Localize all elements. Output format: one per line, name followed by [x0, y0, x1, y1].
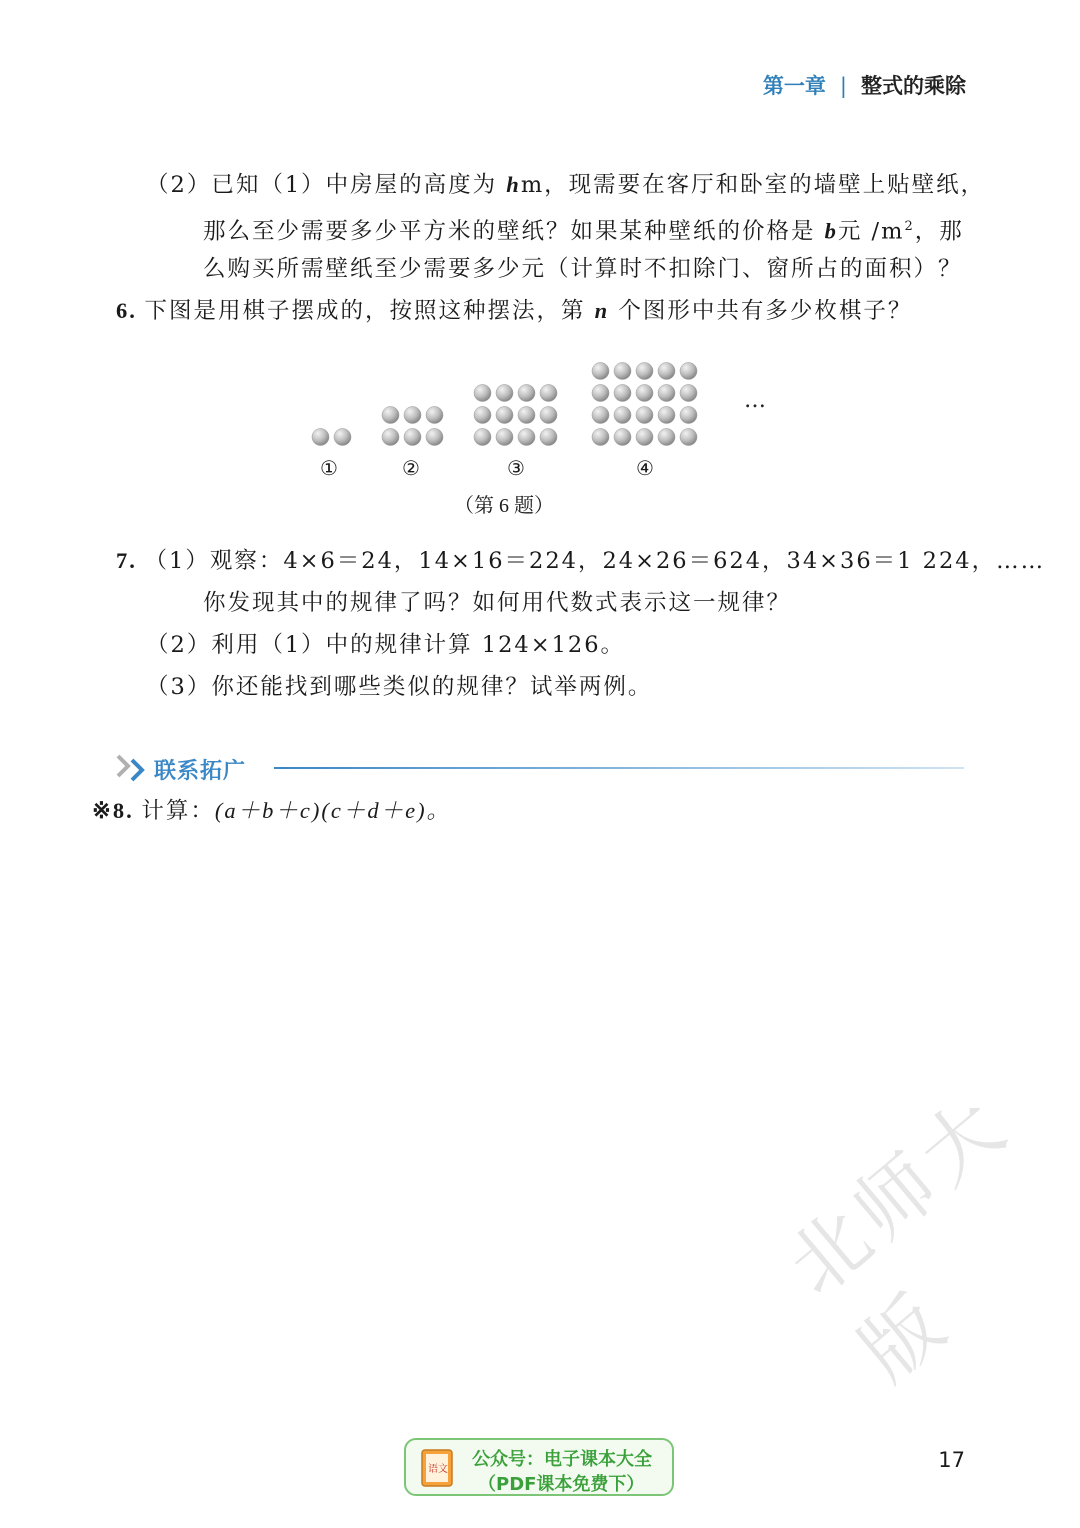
section-divider [274, 767, 964, 769]
chess-piece [658, 363, 675, 380]
running-header [763, 70, 966, 100]
chess-piece [680, 429, 697, 446]
chess-piece [680, 363, 697, 380]
figure-label-4: ④ [636, 456, 654, 480]
chess-piece [426, 429, 443, 446]
promo-badge [404, 1438, 674, 1496]
q6-line: 6. 下图是用棋子摆成的，按照这种摆法，第 n 个图形中共有多少枚棋子？ [116, 298, 913, 324]
q7-text: （1）观察：4×6＝24，14×16＝224，24×26＝624，34×36＝1 224，…… [144, 548, 1046, 574]
chess-piece [680, 407, 697, 424]
chess-piece [680, 385, 697, 402]
chess-piece [636, 429, 653, 446]
chess-piece [636, 385, 653, 402]
chess-piece [592, 363, 609, 380]
q5-2-line2 [203, 212, 964, 247]
figure-caption: （第 6 题） [454, 495, 554, 517]
chess-piece [404, 429, 421, 446]
badge-line2: （PDF课本免费下） [478, 1474, 645, 1495]
figure-label-1: ① [320, 456, 338, 480]
q8-number: ※8 [92, 798, 127, 823]
q8-expression: (a＋b＋c)(c＋d＋e)。 [214, 798, 452, 823]
q5-2-text: m，现需要在客厅和卧室的墙壁上贴壁纸， [520, 172, 986, 198]
chess-piece [474, 429, 491, 446]
q5-2-line3: 么购买所需壁纸至少需要多少元（计算时不扣除门、窗所占的面积）？ [203, 256, 963, 282]
chess-piece [658, 429, 675, 446]
book-icon [416, 1446, 460, 1490]
chess-piece [614, 429, 631, 446]
chess-piece [636, 407, 653, 424]
watermark: 北师大版 [771, 1077, 1028, 1399]
chess-piece [614, 385, 631, 402]
book-icon-text: 语文 [428, 1464, 448, 1475]
badge-line1: 公众号：电子课本大全 [472, 1449, 652, 1470]
chess-piece [518, 407, 535, 424]
q5-2-text: （2）已知（1）中房屋的高度为 [146, 172, 507, 198]
page-number: 17 [938, 1448, 965, 1472]
q8-line: ※8. 计算：(a＋b＋c)(c＋d＋e)。 [92, 798, 452, 824]
chess-piece [658, 407, 675, 424]
q7-line3: （2）利用（1）中的规律计算 124×126。 [146, 632, 626, 658]
chess-piece [496, 407, 513, 424]
chess-piece [540, 385, 557, 402]
chess-piece [658, 385, 675, 402]
section-header [112, 750, 972, 786]
q7-line4: （3）你还能找到哪些类似的规律？试举两例。 [146, 674, 653, 700]
figure-label-3: ③ [507, 456, 525, 480]
q6-text: 下图是用棋子摆成的，按照这种摆法，第 [144, 298, 595, 324]
chess-piece [636, 363, 653, 380]
chess-piece [474, 407, 491, 424]
var-b: b [824, 218, 838, 244]
chess-piece [592, 385, 609, 402]
q6-number: 6 [116, 298, 130, 323]
section-title: 联系拓广 [154, 759, 247, 784]
q6-text: 个图形中共有多少枚棋子？ [609, 298, 913, 324]
chapter-label: 第一章 [762, 74, 826, 98]
chess-piece [518, 385, 535, 402]
chess-piece [592, 407, 609, 424]
chess-piece [426, 407, 443, 424]
chess-piece [518, 429, 535, 446]
chess-piece [474, 385, 491, 402]
chess-piece [496, 429, 513, 446]
chess-piece [614, 363, 631, 380]
chess-piece [382, 407, 399, 424]
chess-piece [404, 407, 421, 424]
chess-piece [540, 407, 557, 424]
piece-group [312, 363, 697, 446]
q5-2-line1 [146, 170, 985, 200]
chess-piece [496, 385, 513, 402]
chess-piece [614, 407, 631, 424]
superscript-2: 2 [904, 219, 915, 234]
chess-pieces-svg [300, 355, 780, 465]
q5-2-text: ，那 [914, 218, 964, 245]
ellipsis: … [744, 388, 766, 413]
q5-2-text: 那么至少需要多少平方米的壁纸？如果某种壁纸的价格是 [203, 218, 825, 245]
q7-line1: 7. （1）观察：4×6＝24，14×16＝224，24×26＝624，34×36＝1 224，…… [116, 548, 1046, 574]
q5-2-text: 元 /m [837, 218, 905, 245]
q7-number: 7 [116, 548, 130, 573]
chess-pieces-figure [300, 355, 780, 525]
chapter-title: 整式的乘除 [861, 74, 966, 98]
header-separator: | [839, 74, 847, 98]
chess-piece [592, 429, 609, 446]
chess-piece [334, 429, 351, 446]
q8-text: 计算： [141, 798, 215, 824]
figure-label-2: ② [402, 456, 420, 480]
chess-piece [382, 429, 399, 446]
var-h: h [506, 172, 521, 197]
chess-piece [312, 429, 329, 446]
chess-piece [540, 429, 557, 446]
var-n: n [594, 298, 610, 323]
q7-line2: 你发现其中的规律了吗？如何用代数式表示这一规律？ [203, 590, 792, 616]
chevron-right-icon [112, 750, 152, 786]
